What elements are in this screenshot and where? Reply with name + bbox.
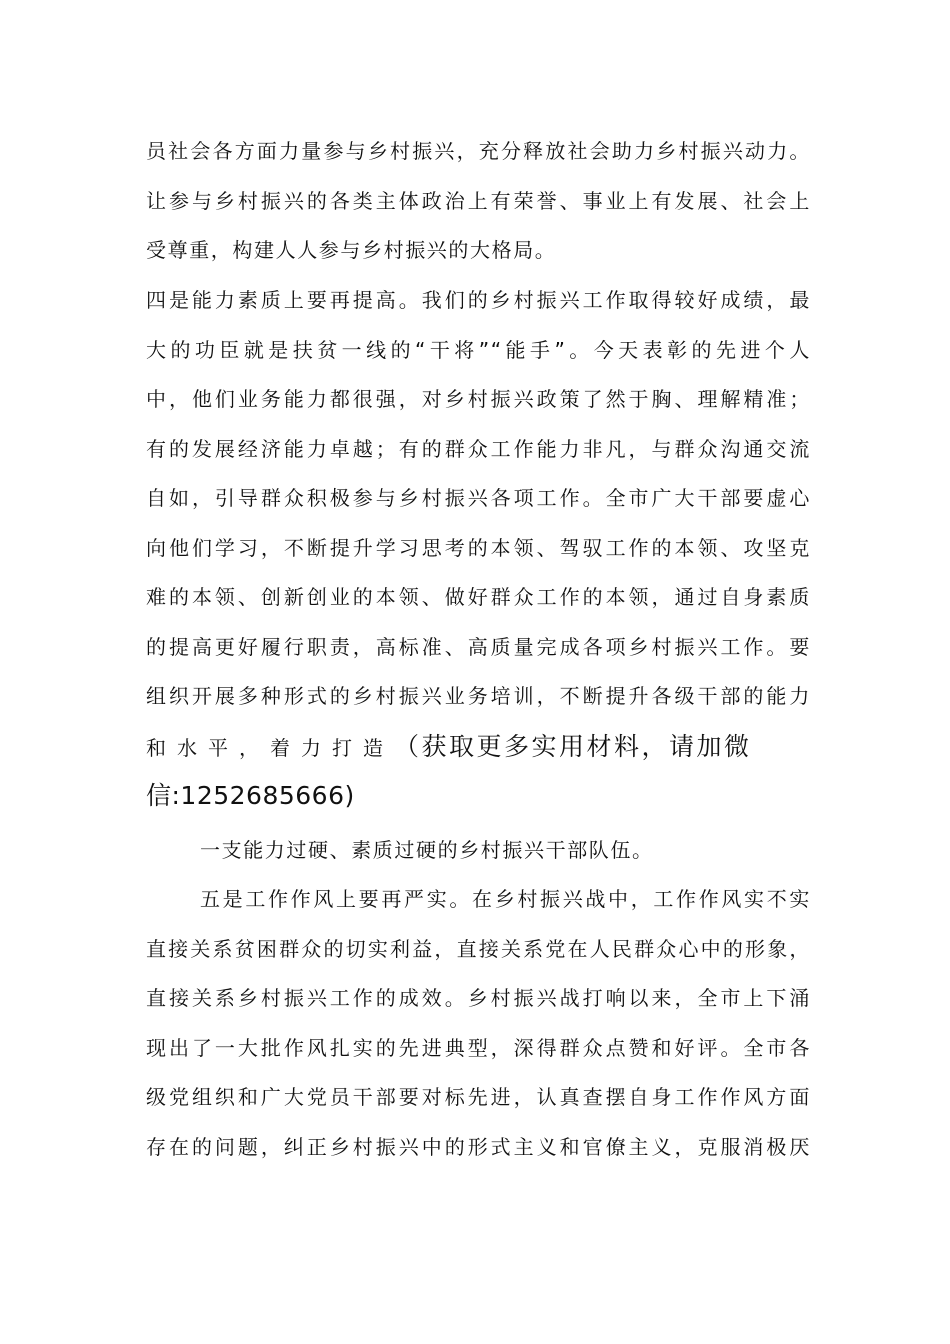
text-line: 中，他们业务能力都很强，对乡村振兴政策了然于胸、理解精准； <box>146 387 811 411</box>
text-line: 直接关系乡村振兴工作的成效。乡村振兴战打响以来，全市上下涌 <box>146 986 811 1010</box>
text-line: 员社会各方面力量参与乡村振兴，充分释放社会助力乡村振兴动力。 <box>146 139 811 163</box>
paragraph-ability-quality <box>146 276 811 821</box>
text-line: 一支能力过硬、素质过硬的乡村振兴干部队伍。 <box>200 838 654 862</box>
text-line: 有的发展经济能力卓越；有的群众工作能力非凡，与群众沟通交流 <box>146 436 811 461</box>
text-line: 的提高更好履行职责，高标准、高质量完成各项乡村振兴工作。要 <box>146 634 811 659</box>
promo-text: （获取更多实用材料，请加微 <box>394 731 752 761</box>
text-line: 向他们学习，不断提升学习思考的本领、驾驭工作的本领、攻坚克 <box>146 535 811 560</box>
text-line-with-promo <box>146 722 811 772</box>
promo-line <box>146 771 811 821</box>
text-line: 自如，引导群众积极参与乡村振兴各项工作。全市广大干部要虚心 <box>146 486 811 510</box>
promo-contact: 信:1252685666) <box>146 781 355 810</box>
text-line: 受尊重，构建人人参与乡村振兴的大格局。 <box>146 238 557 262</box>
text-line: 现出了一大批作风扎实的先进典型，深得群众点赞和好评。全市各 <box>146 1035 811 1060</box>
text-line: 存在的问题，纠正乡村振兴中的形式主义和官僚主义，克服消极厌 <box>146 1134 811 1159</box>
text-line: 大的功臣就是扶贫一线的“干将”“能手”。今天表彰的先进个人 <box>146 337 811 362</box>
text-line: 直接关系贫困群众的切实利益，直接关系党在人民群众心中的形象， <box>146 936 811 961</box>
text-line-spread: 和水平，着力打造 <box>146 735 394 760</box>
text-line: 五是工作作风上要再严实。在乡村振兴战中，工作作风实不实 <box>200 887 811 911</box>
text-line: 难的本领、创新创业的本领、做好群众工作的本领，通过自身素质 <box>146 585 811 609</box>
paragraph-team <box>146 826 811 876</box>
paragraph-work-style <box>146 875 811 1172</box>
text-line: 四是能力素质上要再提高。我们的乡村振兴工作取得较好成绩，最 <box>146 288 811 312</box>
text-line: 组织开展多种形式的乡村振兴业务培训，不断提升各级干部的能力 <box>146 684 811 708</box>
text-line: 让参与乡村振兴的各类主体政治上有荣誉、事业上有发展、社会上 <box>146 188 811 213</box>
text-line: 级党组织和广大党员干部要对标先进，认真查摆自身工作作风方面 <box>146 1085 811 1109</box>
paragraph-social-forces <box>146 127 811 276</box>
